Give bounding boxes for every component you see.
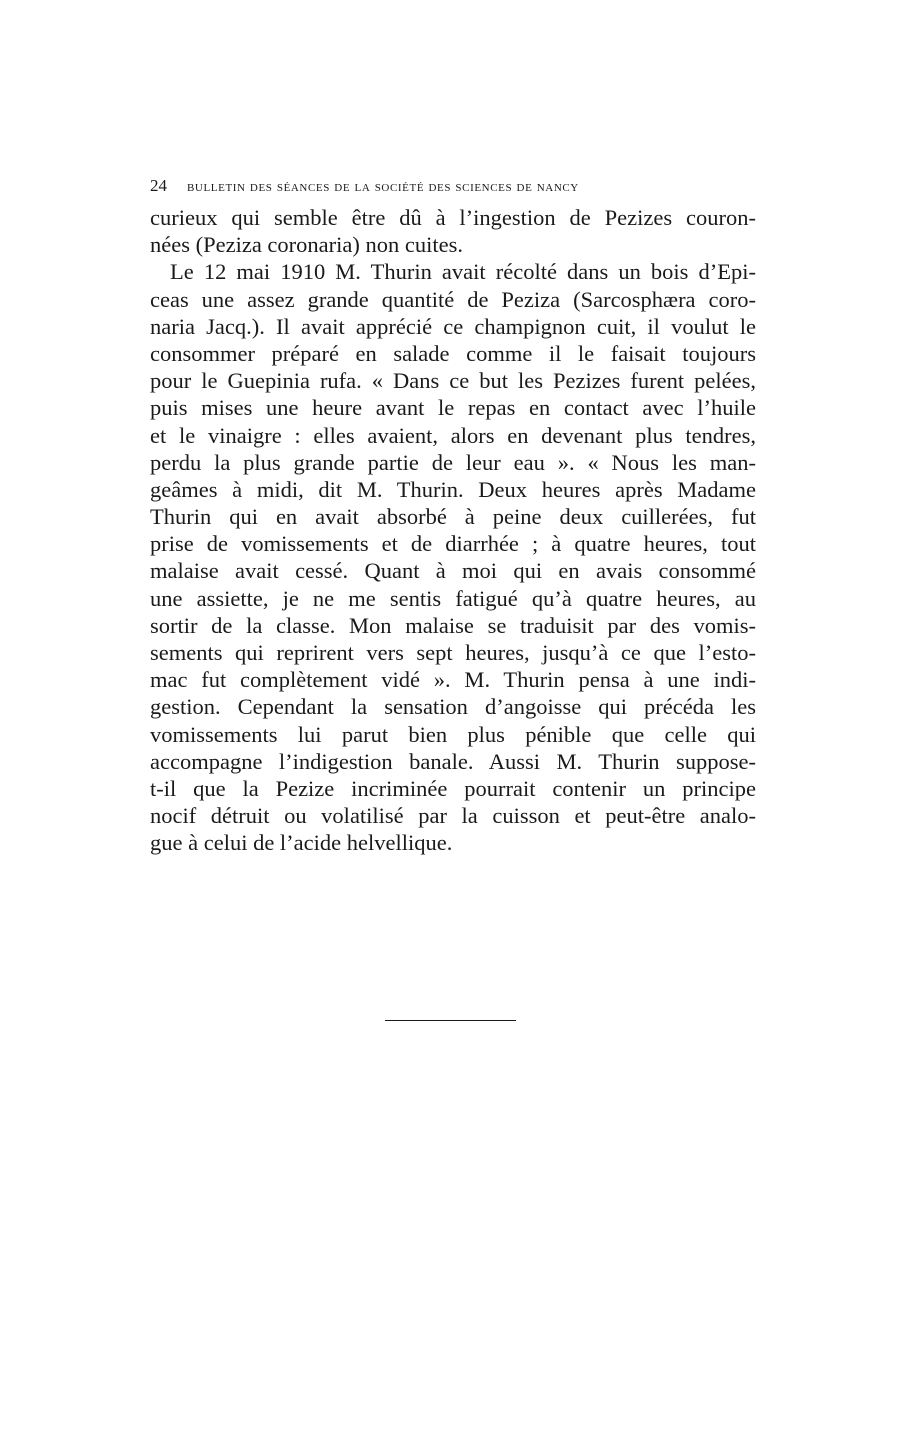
text-line: ceas une assez grande quantité de Peziza (Sarcosphæra coro- <box>150 286 756 312</box>
text-line: naria Jacq.). Il avait apprécié ce champignon cuit, il voulut le <box>150 313 756 339</box>
text-line: Thurin qui en avait absorbé à peine deux cuillerées, fut <box>150 504 756 530</box>
text-line: nocif détruit ou volatilisé par la cuisson et peut-être analo- <box>150 803 756 829</box>
text-line: vomissements lui parut bien plus pénible que celle qui <box>150 721 756 747</box>
text-line: prise de vomissements et de diarrhée ; à quatre heures, tout <box>150 531 756 557</box>
page-number: 24 <box>150 176 167 195</box>
text-line: consommer préparé en salade comme il le faisait toujours <box>150 340 756 366</box>
running-head <box>150 176 756 197</box>
text-line: geâmes à midi, dit M. Thurin. Deux heures après Madame <box>150 476 756 502</box>
text-line: malaise avait cessé. Quant à moi qui en avais consommé <box>150 558 756 584</box>
text-line: perdu la plus grande partie de leur eau ». « Nous les man- <box>150 449 756 475</box>
text-line: et le vinaigre : elles avaient, alors en devenant plus tendres, <box>150 422 756 448</box>
paragraph <box>150 204 756 258</box>
text-line: puis mises une heure avant le repas en contact avec l’huile <box>150 395 756 421</box>
running-head-title: bulletin des séances de la société des sciences de nancy <box>187 179 579 195</box>
text-line: gue à celui de l’acide helvellique. <box>150 830 453 856</box>
text-line: curieux qui semble être dû à l’ingestion de Pezizes couron- <box>150 205 756 230</box>
text-line: sortir de la classe. Mon malaise se traduisit par des vomis- <box>150 612 756 638</box>
text-line: pour le Guepinia rufa. « Dans ce but les Pezizes furent pelées, <box>150 368 756 394</box>
section-end-rule <box>385 1020 516 1021</box>
text-line: nées (Peziza coronaria) non cuites. <box>150 232 463 258</box>
paragraph <box>150 258 756 856</box>
text-line: sements qui reprirent vers sept heures, jusqu’à ce que l’esto- <box>150 640 756 665</box>
text-line: gestion. Cependant la sensation d’angoisse qui précéda les <box>150 694 756 720</box>
text-line: t-il que la Pezize incriminée pourrait contenir un principe <box>150 775 756 801</box>
text-line: une assiette, je ne me sentis fatigué qu’à quatre heures, au <box>150 585 756 611</box>
text-line: accompagne l’indigestion banale. Aussi M. Thurin suppose- <box>150 748 756 774</box>
text-line: Le 12 mai 1910 M. Thurin avait récolté dans un bois d’Epi- <box>170 259 756 285</box>
body-text <box>150 204 756 857</box>
text-line: mac fut complètement vidé ». M. Thurin pensa à une indi- <box>150 667 756 693</box>
